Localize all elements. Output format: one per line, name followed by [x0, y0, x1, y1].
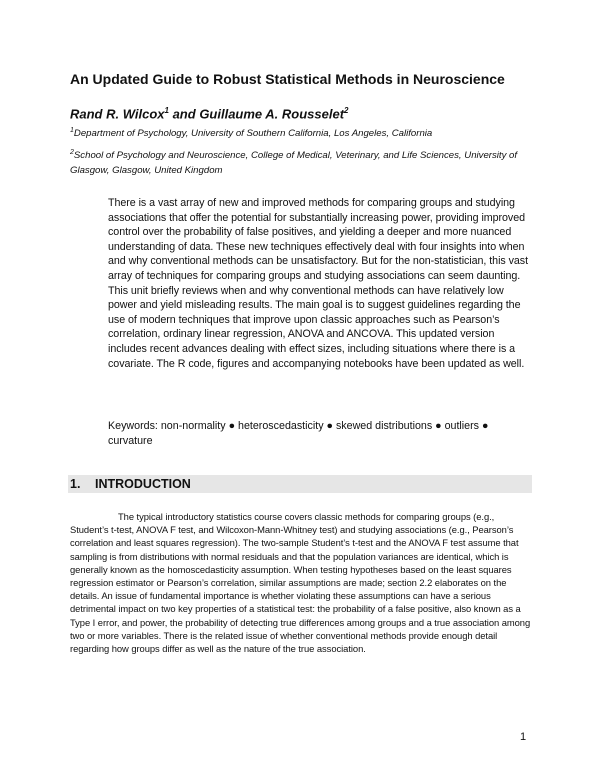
section-title: INTRODUCTION: [95, 477, 191, 491]
affiliation-marker: 2: [70, 149, 74, 156]
author-list: [70, 103, 540, 122]
section-number: 1.: [70, 477, 81, 491]
author-affiliation-marker: 1: [164, 106, 169, 115]
keywords: Keywords: non-normality ● heteroscedasticity ● skewed distributions ● outliers ● curvature: [108, 420, 489, 447]
introduction-paragraph: The typical introductory statistics course covers classic methods for comparing groups (e.g., Student’s t-test, ANOVA F test, and Wilcoxon-Mann-Whitney test) and studying associations (e.g., Pearson’s correlation and least squares regression). The two-sample Student’s t-test and the ANOVA F test assume that sampling is from distributions with normal residuals and that the population variances are identical, which is generally known as the homoscedasticity assumption. When testing hypotheses based on the least squares regression estimator or Pearson’s correlation, similar assumptions are made; section 2.2 elaborates on the details. An issue of fundamental importance is whether violating these assumptions can have a serious detrimental impact on two key properties of a statistical test: the probability of a false positive, also known as a Type I error, and power, the probability of detecting true differences among groups and a true association among two or more variables. There is the related issue of whether conventional methods provide enough detail regarding how groups differ as well as the nature of the true association.: [70, 511, 531, 655]
abstract: There is a vast array of new and improved methods for comparing groups and studying associations that offer the potential for substantially increasing power, providing improved control over the probability of false positives, and yielding a deeper and more nuanced understanding of data. These new techniques effectively deal with four insights into when and why conventional methods can be unsatisfactory. But for the non-statistician, this vast array of techniques for comparing groups and studying associations can seem daunting. This unit briefly reviews when and why conventional methods can have relatively low power and yield misleading results. The main goal is to suggest guidelines regarding the use of modern techniques that improve upon classic approaches such as Pearson’s correlation, ordinary linear regression, ANOVA and ANCOVA. This updated version includes recent advances dealing with effect sizes, including situations where there is a covariate. The R code, figures and accompanying notebooks have been updated as well.: [108, 197, 529, 370]
page-number: 1: [520, 731, 527, 743]
affiliation-marker: 1: [70, 127, 74, 134]
affiliation-text: Department of Psychology, University of Southern California, Los Angeles, California: [73, 128, 433, 140]
affiliation-text: School of Psychology and Neuroscience, College of Medical, Veterinary, and Life Sciences, University of Glasgow, Glasgow, United Kingdom: [70, 150, 518, 176]
author-name: Rand R. Wilcox: [70, 106, 165, 122]
paper-title: An Updated Guide to Robust Statistical Methods in Neuroscience: [70, 71, 505, 87]
affiliation: [70, 146, 540, 178]
affiliation: [70, 124, 540, 142]
author-separator: and: [168, 106, 200, 122]
author-name: Guillaume A. Rousselet: [199, 106, 345, 122]
author-affiliation-marker: 2: [344, 106, 349, 115]
